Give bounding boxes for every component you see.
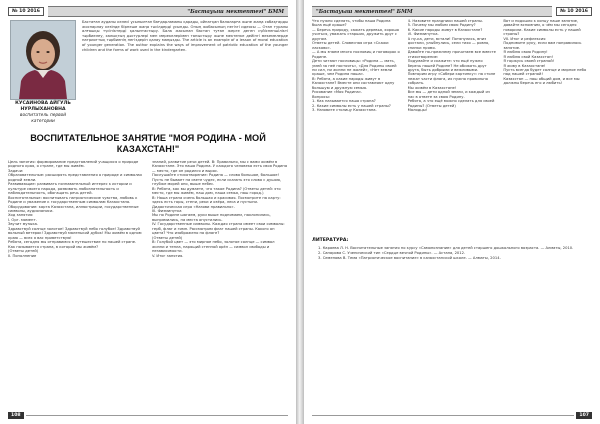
body-paragraph: VII. Итог и рефлексия xyxy=(503,36,546,41)
body-paragraph: Давайте по-прежнему прочитаем все вместе стихотворение: xyxy=(407,50,496,59)
left-footer-rule xyxy=(26,415,288,416)
left-column-1 xyxy=(8,160,144,406)
author-name: КУСАИНОВА АЙГУЛЬ НУРЛЫХАНОВНА xyxy=(15,101,71,112)
body-paragraph: 4. Назовите праздники нашей страны. xyxy=(407,19,484,23)
body-paragraph: Я живу в Казахстане! xyxy=(503,63,546,68)
body-paragraph: В: Ребята, как вы думаете, что такое Родина? (Ответы детей: это место, где мы живём, наш дом, наша семья, наш город.) xyxy=(152,186,281,196)
right-footer-rule xyxy=(312,415,574,416)
left-issue-badge: № 10 2016 xyxy=(8,7,44,16)
body-paragraph: VI. Физминутка. xyxy=(407,32,439,37)
article-abstract: Бастаған ауданы келесі ұсынылған бағдарламаны қарады, ойнатқан балаларға және жаңа сабақтарды жоспарлау кезінде бірнеше жаңа тәсілдерді ұсынды. Оның жобасының негізгі идеясы — Отан туралы алғашқы түсініктерді қалыптастыру. Бала жасынан бастап туған жерге деген сүйіспеншілікті тәрбиелеу, халықтың дәстүрлері мен мерекелерімен таныстыру және мектепке дейінгі мекемелерде патриоттық тәрбиенің негіздерін қалау маңызды. The article is an example of a lesson of moral education of younger generation. The author explains the ways of improvement of patriotic education of the younger children and the forms of work used in the kindergarten. xyxy=(82,20,288,52)
body-paragraph: 5. Почему мы любим свою Родину? xyxy=(407,23,476,28)
body-paragraph: Что нужно сделать, чтобы наша Родина была ещё краше? xyxy=(312,19,391,28)
left-page-body xyxy=(8,160,288,406)
body-paragraph: знаний, развитие речи детей. В: Правильно, мы с вами живём в Казахстане. Это наша Родина. У каждого человека есть своя Родина — место, где он родился и вырос. xyxy=(152,160,288,173)
right-column-1 xyxy=(312,19,401,186)
body-paragraph: III. Физминутка xyxy=(152,208,182,213)
body-paragraph: В: Наша страна очень большая и красивая. Посмотрите на карту: здесь есть горы, степи, реки и озёра, леса и пустыни. xyxy=(152,195,281,205)
body-paragraph: Ребята, а что ещё можно сделать для своей Родины? (Ответы детей) xyxy=(407,99,495,108)
body-paragraph: Ход занятия: xyxy=(8,213,34,218)
body-paragraph: Я горжусь своей страной! xyxy=(503,59,555,64)
body-paragraph: Звучит музыка. xyxy=(8,222,39,227)
body-paragraph: Вот и подошло к концу наше занятие, давайте вспомним, о чём мы сегодня говорили. Какие символы есть у нашей страны? xyxy=(503,19,581,37)
body-paragraph: Ребята, сегодня мы отправимся в путешествие по нашей стране. Как называется страна, в которой мы живём? xyxy=(8,240,137,249)
author-photo xyxy=(10,20,76,100)
references-section xyxy=(312,238,592,261)
author-role: воспитатель первой категории xyxy=(19,113,67,124)
body-paragraph: — Беречь природу, сажать деревья, хорошо учиться, уважать старших, дружить друг с другом. xyxy=(312,27,399,41)
body-paragraph: (Ответы детей) xyxy=(8,249,39,254)
body-paragraph: Цель занятия: формирование представлений учащихся о природе родного края, о стране, где мы живём. xyxy=(8,160,139,169)
spread-gutter xyxy=(296,0,304,424)
body-paragraph: 2. Какие символы есть у нашей страны? xyxy=(312,103,391,108)
right-column-3 xyxy=(503,19,592,186)
body-paragraph: Мы живём в Казахстане! xyxy=(407,85,457,90)
body-paragraph: Дидактическая игра «Назови правильно». xyxy=(152,204,235,209)
body-paragraph: Задачи: xyxy=(8,168,24,173)
left-running-head: "Бастауыш мектептегі" БММ xyxy=(48,6,288,17)
body-paragraph: V. Итог занятия. xyxy=(152,253,184,258)
article-title: ВОСПИТАТЕЛЬНОЕ ЗАНЯТИЕ "МОЯ РОДИНА - МОЙ КАЗАХСТАН!" xyxy=(30,133,266,154)
body-paragraph: Рисование «Моя Родина». xyxy=(312,90,363,95)
right-page-header xyxy=(312,6,592,17)
body-paragraph: Воспитательные: воспитывать патриотические чувства, любовь к Родине и уважение к государственным символам Казахстана. xyxy=(8,195,138,205)
body-paragraph: Подумайте и скажите: что ещё нужно беречь нашей Родине? Не обижать друг друга, быть добрыми и вежливыми. xyxy=(407,59,487,72)
body-paragraph: (Ответы детей) xyxy=(152,235,183,240)
body-paragraph: 3. Назовите столицу Казахстана. xyxy=(312,108,377,113)
body-paragraph: Все мы — дети одной земли, и каждый из нас в ответе за свою Родину. xyxy=(407,90,490,99)
reference-item: 3. Семенова В. Тема «Патриотическое воспитание» в казахстанской школе. — Алматы, 2014. xyxy=(318,256,501,260)
body-paragraph: Повторим игру «Собери картинку»: на столе лежат части флага, их нужно правильно собрать. xyxy=(407,72,496,86)
body-paragraph: А ну-ка, дети, встали! Потянулись, вниз достали, улыбнулись, сели тихо — ровно, спинки прямо. xyxy=(407,36,490,50)
body-paragraph: — А мы знаем много пословиц и поговорок о Родине. xyxy=(312,50,400,59)
body-paragraph: Развивающие: развивать познавательный интерес к истории и культуре своего народа, развивать любознательность и наблюдательность, обогащать речь детей. xyxy=(8,182,132,196)
left-column-2 xyxy=(152,160,288,406)
right-issue-badge: № 10 2016 xyxy=(556,7,592,16)
body-paragraph: 6. Какие народы живут в Казахстане? xyxy=(407,27,483,32)
references-list xyxy=(312,246,592,261)
body-paragraph: Дети читают пословицы: «Родина — мать, умей за неё постоять», «Для Родины своей ни сил, ни жизни не жалей», «Нет земли краше, чем Родина наша». xyxy=(312,59,397,77)
body-paragraph: Здравствуй солнце золотое! Здравствуй небо голубое! Здравствуй вольный ветерок! Здравствуй маленький дубок! Мы живём в одном краю — всех я вас приветствую! xyxy=(8,226,142,240)
reference-item: 1. Караева Л. Н. Воспитательные занятия по курсу «Самопознание» для детей старшего дошкольного возраста. — Алматы, 2010. xyxy=(318,246,574,250)
left-page xyxy=(0,0,296,424)
body-paragraph: Пусть всегда будет солнце и мирное небо над нашей страной! xyxy=(503,67,587,77)
right-running-head: "Бастауыш мектептегі" БММ xyxy=(312,6,552,17)
right-page-body xyxy=(312,19,592,186)
body-paragraph: Образовательные: расширять представления о природе и символах родной земли. xyxy=(8,173,142,182)
body-paragraph: Мы по Родине шагаем, руки выше поднимаем, наклонились, выпрямились, на места опустились. xyxy=(152,213,271,222)
body-paragraph: В: Голубой цвет — это мирное небо, золотое солнце — символ жизни и тепла, парящий степной орёл — символ свободы и независимости. xyxy=(152,240,275,254)
body-paragraph: В: Ребята, а какие народы живут в Казахстане? Вместе они составляют одну большую и дружную семью. xyxy=(312,76,395,90)
right-page xyxy=(304,0,600,424)
body-paragraph: Послушайте стихотворение: Родина — слово большое, большое! Пусть не бывает на свете чудес, если сказать это слово с душою, глубже морей оно, выше небес. xyxy=(152,173,282,187)
body-paragraph: Молодцы! xyxy=(407,108,428,113)
body-paragraph: Казахстан — наш общий дом, и все мы должны беречь его и любить! xyxy=(503,76,580,86)
author-photo-image xyxy=(11,21,75,99)
references-heading: ЛИТЕРАТУРА: xyxy=(312,238,349,243)
body-paragraph: II. Пополнение xyxy=(8,253,37,258)
body-paragraph: Оборудование: карта Казахстана, иллюстрации, государственные символы, аудиозаписи. xyxy=(8,204,139,213)
left-page-header xyxy=(8,6,288,17)
right-column-2 xyxy=(408,19,497,186)
body-paragraph: Поднимите руку, если вам понравилось занятие. xyxy=(503,41,582,50)
reference-item: 2. Сапарова С. Ученический тип «Сердце вечной Родины». — Астана, 2012. xyxy=(318,251,466,255)
body-paragraph: Вопросы: xyxy=(312,94,330,99)
body-paragraph: Ответы детей. Словесная игра «Скажи ласково». xyxy=(312,41,389,50)
body-paragraph: Я люблю свою Родину! xyxy=(503,50,548,55)
right-page-number: 107 xyxy=(576,412,592,419)
body-paragraph: Я люблю свой Казахстан! xyxy=(503,54,554,59)
body-paragraph: IV. Государственные символы. Каждая страна имеет свои символы: герб, флаг и гимн. Рассмотрим флаг нашей страны. Какого он цвета? Что изображено на флаге? xyxy=(152,222,285,236)
body-paragraph: I. Орг. момент. xyxy=(8,217,37,222)
body-paragraph: 1. Как называется наша страна? xyxy=(312,99,376,104)
left-page-number: 108 xyxy=(8,412,24,419)
